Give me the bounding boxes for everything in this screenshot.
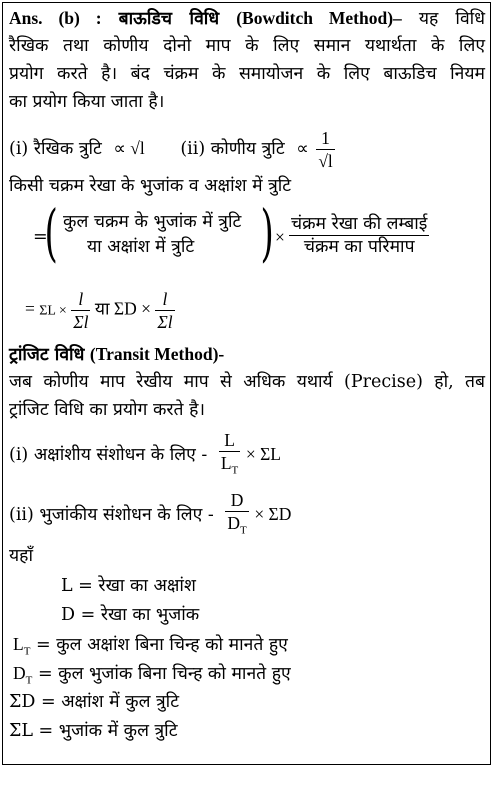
departure-fraction: $\frac{D}{D_T}$: [227, 490, 247, 537]
answer-card: [2, 2, 491, 765]
latitude-tail: × ΣL: [245, 443, 281, 464]
correction-eq-sign: =: [33, 227, 48, 247]
transit-heading: [9, 343, 224, 366]
error-proportion-line: [9, 127, 335, 172]
method-title-hindi: बाऊडिच विधि: [118, 9, 220, 29]
right-parenthesis: ): [260, 196, 274, 269]
transit-line-1: जब कोणीय माप रेखीय माप से अधिक यथार्य (Precise) हो, तब: [9, 372, 485, 392]
l-over-sum-l-fraction: $\frac{l}{\Sigma l}$: [73, 289, 89, 332]
sum-l-term: ΣL ×: [39, 303, 67, 319]
linear-error-label: (i) रैखिक त्रुटि: [9, 139, 102, 159]
transit-title-english: (Transit Method)-: [89, 344, 225, 364]
l-over-sum-l-fraction-2: $\frac{l}{\Sigma l}$: [157, 289, 173, 332]
angular-error-label: (ii) कोणीय त्रुटि: [180, 139, 285, 159]
paren-bottom-text: या अक्षांश में त्रुटि: [87, 237, 195, 257]
latitude-correction: [9, 429, 281, 482]
departure-tail: × ΣD: [254, 503, 292, 524]
correction-times: ×: [275, 227, 285, 247]
legend-item-d: D = रेखा का भुजांक: [61, 605, 200, 625]
length-fraction-denominator: चंक्रम का परिमाप: [303, 237, 415, 257]
heading-line-2: रैखिक तथा कोणीय दोनो माप के लिए समान यथार्थता के लिए: [9, 36, 485, 56]
formula-2: [25, 288, 175, 333]
latitude-label: (i) अक्षांशीय संशोधन के लिए -: [9, 444, 208, 465]
heading-tail: यह विधि: [418, 9, 485, 29]
length-fraction: [289, 213, 429, 258]
latitude-fraction: $\frac{L}{L_T}$: [220, 430, 239, 477]
sum-d-term: ΣD ×: [113, 298, 151, 319]
correction-intro: किसी चक्रम रेखा के भुजांक व अक्षांश में त्रुटि: [9, 176, 292, 196]
heading-line-4: का प्रयोग किया जाता है।: [9, 92, 165, 112]
ya-word: या: [94, 299, 110, 320]
length-fraction-numerator: चंक्रम रेखा की लम्बाई: [291, 214, 428, 234]
departure-correction: [9, 489, 291, 542]
transit-title-hindi: ट्रांजिट विधि: [9, 345, 85, 365]
legend-item-sum-d: ΣD = अक्षांश में कुल त्रुटि: [9, 692, 180, 712]
heading-line-1: [9, 7, 485, 30]
angular-error-fraction: [316, 127, 334, 172]
formula2-eq-sign: =: [25, 298, 35, 319]
legend-item-lt: $L_T$ = कुल अक्षांश बिना चिन्ह को मानते हुए: [13, 634, 288, 658]
answer-label: Ans. (b) :: [9, 8, 102, 28]
where-label: यहाँ: [9, 546, 33, 566]
departure-label: (ii) भुजांकीय संशोधन के लिए -: [9, 504, 214, 525]
legend-item-l: L = रेखा का अक्षांश: [61, 576, 196, 596]
left-parenthesis: (: [44, 196, 58, 269]
legend-item-sum-l: ΣL = भुजांक में कुल त्रुटि: [9, 721, 178, 741]
angular-fraction-denominator: √l: [318, 151, 333, 171]
legend-item-dt: $D_T$ = कुल भुजांक बिना चिन्ह को मानते हुए: [13, 663, 291, 687]
transit-line-2: ट्रांजिट विधि का प्रयोग करते है।: [9, 400, 206, 420]
method-title-english: (Bowditch Method)–: [236, 8, 402, 28]
linear-error-expr: ∝ √l: [113, 138, 145, 158]
angular-fraction-numerator: 1: [316, 127, 334, 150]
heading-line-3: प्रयोग करते है। बंद चंक्रम के समायोजन के लिए बाऊडिच नियम: [9, 64, 485, 84]
angular-prop-symbol: ∝: [296, 138, 309, 158]
paren-top-text: कुल चक्रम के भुजांक में त्रुटि: [63, 212, 242, 232]
